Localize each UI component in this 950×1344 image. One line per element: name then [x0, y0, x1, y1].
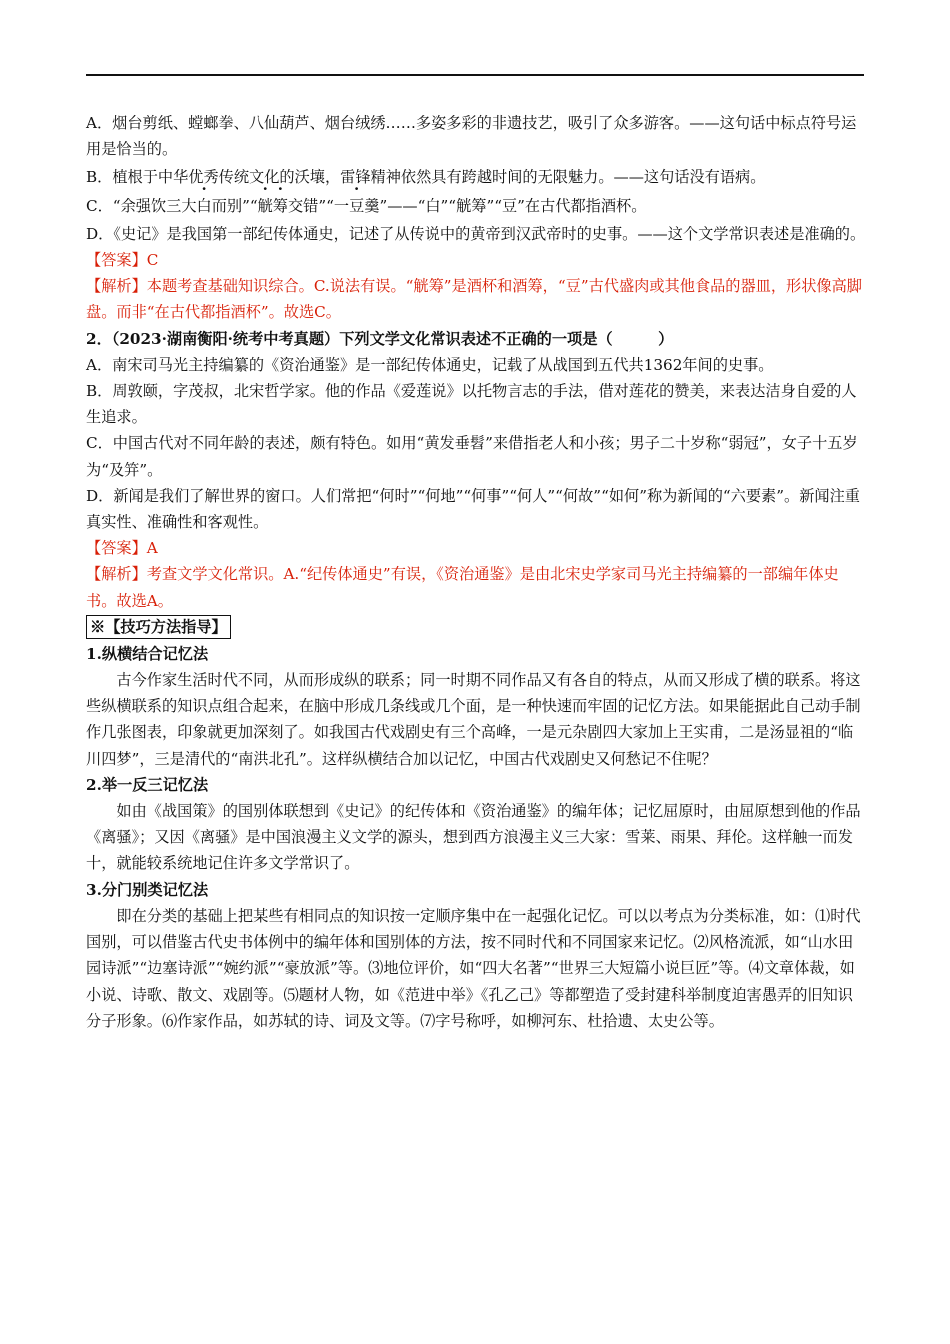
section-3-title: 3.分门别类记忆法 — [86, 880, 209, 899]
emphasis-dot-char: 筹 — [272, 196, 288, 215]
q1-c-rest: 羹”——“白”“觥筹”“豆”在古代都指酒杯。 — [364, 196, 647, 215]
q1-answer: 【答案】C — [86, 251, 159, 270]
emphasis-dot-char: 豆 — [349, 196, 365, 215]
q2-option-a: A．南宋司马光主持编纂的《资治通鉴》是一部纪传体通史，记载了从战国到五代共1362年间的史事。 — [86, 355, 774, 374]
q2-analysis: 【解析】考查文学文化常识。A.“纪传体通史”有误，《资治通鉴》是由北宋史学家司马光主持编纂的一部编年体史书。故选A。 — [86, 565, 839, 610]
q2-option-b: B．周敦颐，字茂叔，北宋哲学家。他的作品《爱莲说》以托物言志的手法，借对莲花的赞美，来表达洁身自爱的人生追求。 — [86, 382, 857, 427]
document-body — [86, 110, 866, 1034]
section-1-title: 1.纵横结合记忆法 — [86, 644, 209, 663]
section-2-title: 2.举一反三记忆法 — [86, 775, 209, 794]
section-3-body: 即在分类的基础上把某些有相同点的知识按一定顺序集中在一起强化记忆。可以以考点为分类标准，如：⑴时代国别，可以借鉴古代史书体例中的编年体和国别体的方法，按不同时代和不同国家来记忆。⑵风格流派，如“山水田园诗派”“边塞诗派”“婉约派”“豪放派”等。⑶地位评价，如“四大名著”“世界三大短篇小说巨匠”等。⑷文章体裁，如小说、诗歌、散文、戏剧等。⑸题材人物，如《范进中举》《孔乙己》等都塑造了受封建科举制度迫害愚弄的旧知识分子形象。⑹作家作品，如苏轼的诗、词及文等。⑺字号称呼，如柳河东、杜拾遗、太史公等。 — [86, 906, 861, 1030]
q1-option-a: A．烟台剪纸、螳螂拳、八仙葫芦、烟台绒绣……多姿多彩的非遗技艺，吸引了众多游客。——这句话中标点符号运用是恰当的。 — [86, 114, 857, 159]
section-1-body: 古今作家生活时代不同，从而形成纵的联系；同一时期不同作品又有各自的特点，从而又形成了横的联系。将这些纵横联系的知识点组合起来，在脑中形成几条线或几个面，是一种快速而牢固的记忆方法。如果能据此自己动手制作几张图表，印象就更加深刻了。如我国古代戏剧史有三个高峰，一是元杂剧四大家加上王实甫，二是汤显祖的“临川四梦”，三是清代的“南洪北孔”。这样纵横结合加以记忆，中国古代戏剧史又何愁记不住呢？ — [86, 671, 861, 768]
q1-option-c — [86, 193, 866, 219]
q1-c-prefix: C．“余强饮三大 — [86, 196, 197, 215]
guide-heading: ※【技巧方法指导】 — [86, 615, 231, 639]
emphasis-dot-char: 觥 — [257, 196, 273, 215]
q1-option-d: D．《史记》是我国第一部纪传体通史，记述了从传说中的黄帝到汉武帝时的史事。——这个文学常识表述是准确的。 — [86, 224, 866, 243]
section-2-body: 如由《战国策》的国别体联想到《史记》的纪传体和《资治通鉴》的编年体；记忆屈原时，由屈原想到他的作品《离骚》；又因《离骚》是中国浪漫主义文学的源头，想到西方浪漫主义三大家：雪莱、雨果、拜伦。这样触一而发十，就能较系统地记住许多文学常识了。 — [86, 802, 861, 873]
q2-option-c: C．中国古代对不同年龄的表述，颇有特色。如用“黄发垂髫”来借指老人和小孩；男子二十岁称“弱冠”，女子十五岁为“及笄”。 — [86, 434, 858, 479]
emphasis-dot-char: 白 — [196, 196, 212, 215]
header-rule — [86, 74, 864, 76]
q1-analysis: 【解析】本题考查基础知识综合。C.说法有误。“觥筹”是酒杯和酒筹，“豆”古代盛肉或其他食品的器皿，形状像高脚盘。而非“在古代都指酒杯”。故选C。 — [86, 277, 862, 322]
q2-option-d: D．新闻是我们了解世界的窗口。人们常把“何时”“何地”“何事”“何人”“何故”“如何”称为新闻的“六要素”。新闻注重真实性、准确性和客观性。 — [86, 486, 860, 532]
q1-c-mid2: 交错”“一 — [287, 196, 350, 215]
q1-c-mid1: 而别”“ — [211, 196, 258, 215]
q1-option-b: B．植根于中华优秀传统文化的沃壤，雷锋精神依然具有跨越时间的无限魅力。——这句话没有语病。 — [86, 168, 766, 187]
q2-stem: 2．（2023·湖南衡阳·统考中考真题）下列文学文化常识表述不正确的一项是（ ） — [86, 329, 674, 348]
q2-answer: 【答案】A — [86, 539, 158, 558]
